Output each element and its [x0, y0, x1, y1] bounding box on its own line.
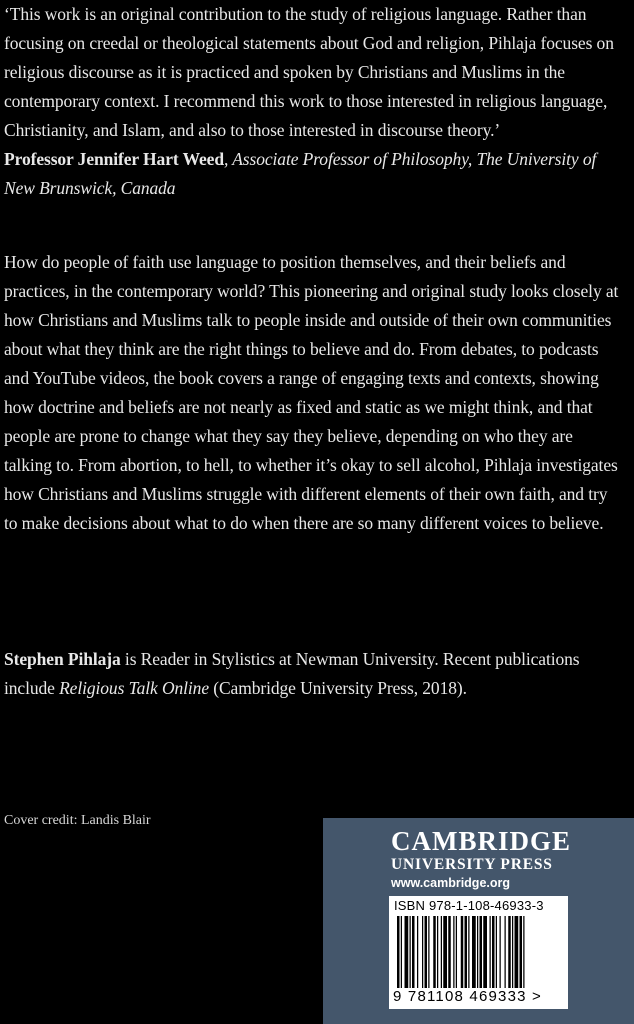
isbn-label: ISBN 978-1-108-46933-3: [394, 898, 544, 913]
publisher-panel: [323, 818, 634, 1024]
quote-attribution: [4, 149, 596, 198]
publisher-logo-sub: UNIVERSITY PRESS: [391, 856, 553, 873]
endorsement-quote: [4, 0, 624, 203]
cover-credit: Cover credit: Landis Blair: [4, 813, 151, 828]
quote-author-name: Professor Jennifer Hart Weed: [4, 149, 224, 169]
book-description: How do people of faith use language to position themselves, and their beliefs and practices, in the contemporary world? This pioneering and original study looks closely at how Christians and Muslims talk to people inside and outside of their own communities about what they think are the right things to believe and do. From debates, to podcasts and YouTube videos, the book covers a range of engaging texts and contexts, showing how doctrine and beliefs are not nearly as fixed and static as we might think, and that people are prone to change what they say they believe, depending on who they are talking to. From abortion, to hell, to whether it’s okay to sell alcohol, Pihlaja investigates how Christians and Muslims struggle with different elements of their own faith, and try to make decisions about what to do when there are so many different voices to believe.: [4, 252, 619, 533]
author-previous-book: Religious Talk Online: [59, 678, 209, 698]
publisher-logo-name: CAMBRIDGE: [391, 826, 572, 856]
barcode-digits: 9 781108 469333 >: [393, 988, 542, 1005]
author-name: Stephen Pihlaja: [4, 649, 121, 669]
quote-author-title: , Associate Professor of Philosophy, The University of New Brunswick, Canada: [4, 149, 597, 198]
author-bio-text-end: (Cambridge University Press, 2018).: [208, 678, 467, 698]
author-bio: [4, 645, 624, 703]
publisher-url: www.cambridge.org: [391, 876, 511, 890]
barcode-bars-icon: [397, 916, 560, 988]
barcode: [389, 896, 568, 1009]
quote-text: ‘This work is an original contribution to the study of religious language. Rather than focusing on creedal or theological statements about God and religion, Pihlaja focuses on religious discourse as it is practiced and spoken by Christians and Muslims in the contemporary context. I recommend this work to those interested in religious language, Christianity, and Islam, and also to those interested in discourse theory.’: [4, 4, 614, 140]
author-bio-text: is Reader in Stylistics at Newman University. Recent publications include: [4, 649, 580, 698]
